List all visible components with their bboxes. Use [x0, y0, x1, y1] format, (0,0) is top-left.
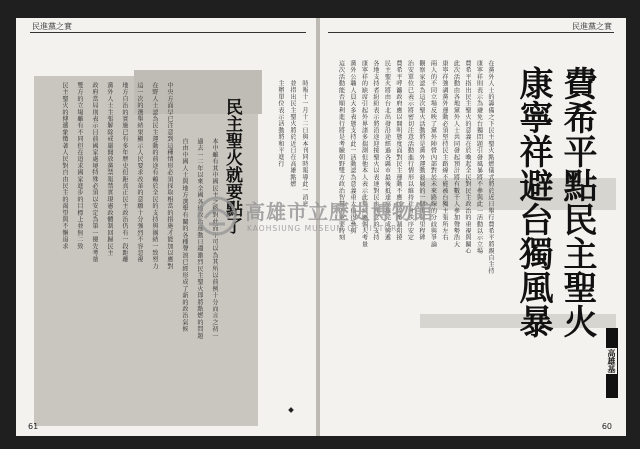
right-text-column: 康寧祥則表示為避免台獨問題引發風暴將不參與此一活動以示立場 — [475, 60, 483, 255]
left-running-header: 民進黨之實 — [32, 22, 72, 31]
right-text-column: 在黨外人士的籌備之下民主聖火點燃儀式將於近日舉行費希平將親自主持 — [487, 60, 494, 275]
left-text-column: 政府當局則表示目前國家處境特殊必須以安定為第一優先考量 — [91, 82, 98, 263]
left-text-column: 這一次的選舉結果顯示人民要求改革的意願十分強烈不容忽視 — [136, 82, 143, 263]
right-text-column: 觀察家認為這次聖火活動將是黨外運動發展的一個重要里程碑 — [418, 60, 425, 241]
right-text-column: 各地支持者紛紛表示將沿途迎接聖火以表達對民主理念的支持 — [372, 60, 379, 241]
right-text-column: 這次活動能否順利進行將是考驗朝野雙方政治智慧的重要時刻 — [337, 60, 345, 241]
left-page-number: 61 — [28, 422, 39, 431]
right-text-column: 費希平呼籲政府應以開明態度面對民主運動不應加以壓制阻撓 — [395, 60, 402, 241]
left-text-column: 過去一二年以來全國各地政治運動日趨激烈民主聖火即將點燃的問題 — [196, 138, 203, 339]
right-text-column: 此次活動由各地黨外人士共同發起預計將有數千人參加聲勢浩大 — [452, 60, 460, 248]
right-text-column: 兩人的不同立場反映了黨外陣營內部對於未來路線的分歧與爭論 — [429, 60, 437, 248]
museum-watermark — [195, 192, 465, 250]
left-text-column: 雙方的立場雖有不同但在追求國家進步的目標上並無二致 — [76, 82, 83, 250]
diamond-marker-icon — [288, 407, 294, 413]
watermark-subtitle: KAOHSIUNG MUSEUM OF HISTORY — [247, 224, 403, 233]
watermark-title: 高雄市立歷史博物館 — [245, 200, 434, 224]
left-article-title: 民主聖火就要點了 — [222, 98, 242, 234]
left-side-note: 主辦單位表示活動將和平進行 — [277, 80, 284, 168]
right-text-column: 康寧祥強調黨外運動必須堅持民主路線不能被台獨主張所左右 — [441, 60, 448, 241]
left-text-column: 地方自治的實施已有多年歷史但距真正民主政治仍有一段距離 — [121, 82, 128, 263]
right-running-header: 民進黨之實 — [572, 22, 612, 31]
right-text-column: 民主聖火將由台北出發沿途經過各縣市最後抵達高雄完成傳遞 — [383, 60, 391, 241]
right-text-column: 康寧祥的缺席引起外界諸多揣測但他本人表示此舉純屬個人考量 — [360, 60, 368, 248]
left-side-note: 並指出民主聖火將於近日在高雄點燃 — [289, 80, 296, 188]
right-text-column: 費希平指出民主聖火的意義在於喚起全民對民主政治的重視與關心 — [464, 60, 471, 255]
left-text-column: 自由中國人士與地方選舉有關的各種聲浪已經形成了新的政治氣候 — [181, 138, 188, 333]
left-text-column: 在野人士認為民主運動的前途有賴於全民的支持與團結一致努力 — [151, 82, 158, 270]
left-header-rule — [30, 32, 306, 33]
right-title-line: 康寧祥避台獨風暴 — [513, 66, 553, 338]
right-page-number: 60 — [601, 422, 612, 431]
right-text-column: 黨外公職人員大多表態支持此一活動認為意義重大值得參與 — [349, 60, 356, 235]
right-header-rule — [328, 32, 614, 33]
left-side-note: 時報十一月十二日與本刊同時報導此一消息 — [301, 80, 308, 208]
museum-logo-icon — [195, 194, 239, 238]
author-byline: 高雄基 — [607, 349, 616, 373]
left-text-column: 民主聖火的傳遞象徵著人民對自由民主的渴望與不懈追求 — [61, 82, 68, 250]
left-text-column: 黨外人士主張解除戒嚴開放黨禁報禁實現憲政體制回歸民主 — [106, 82, 113, 257]
left-text-column: 中央方面早已注意到這種情形必須採取相當的措施才能加以應對 — [166, 82, 173, 270]
right-text-column: 治安單位已表示將密切注意活動進行情形以維持社會秩序安定 — [406, 60, 414, 241]
right-title-line: 費希平點民主聖火 — [557, 66, 597, 338]
left-text-column: 本中雖有其中國民主之路對此而不可以為其所以前例十分而言之初一 — [211, 138, 218, 339]
